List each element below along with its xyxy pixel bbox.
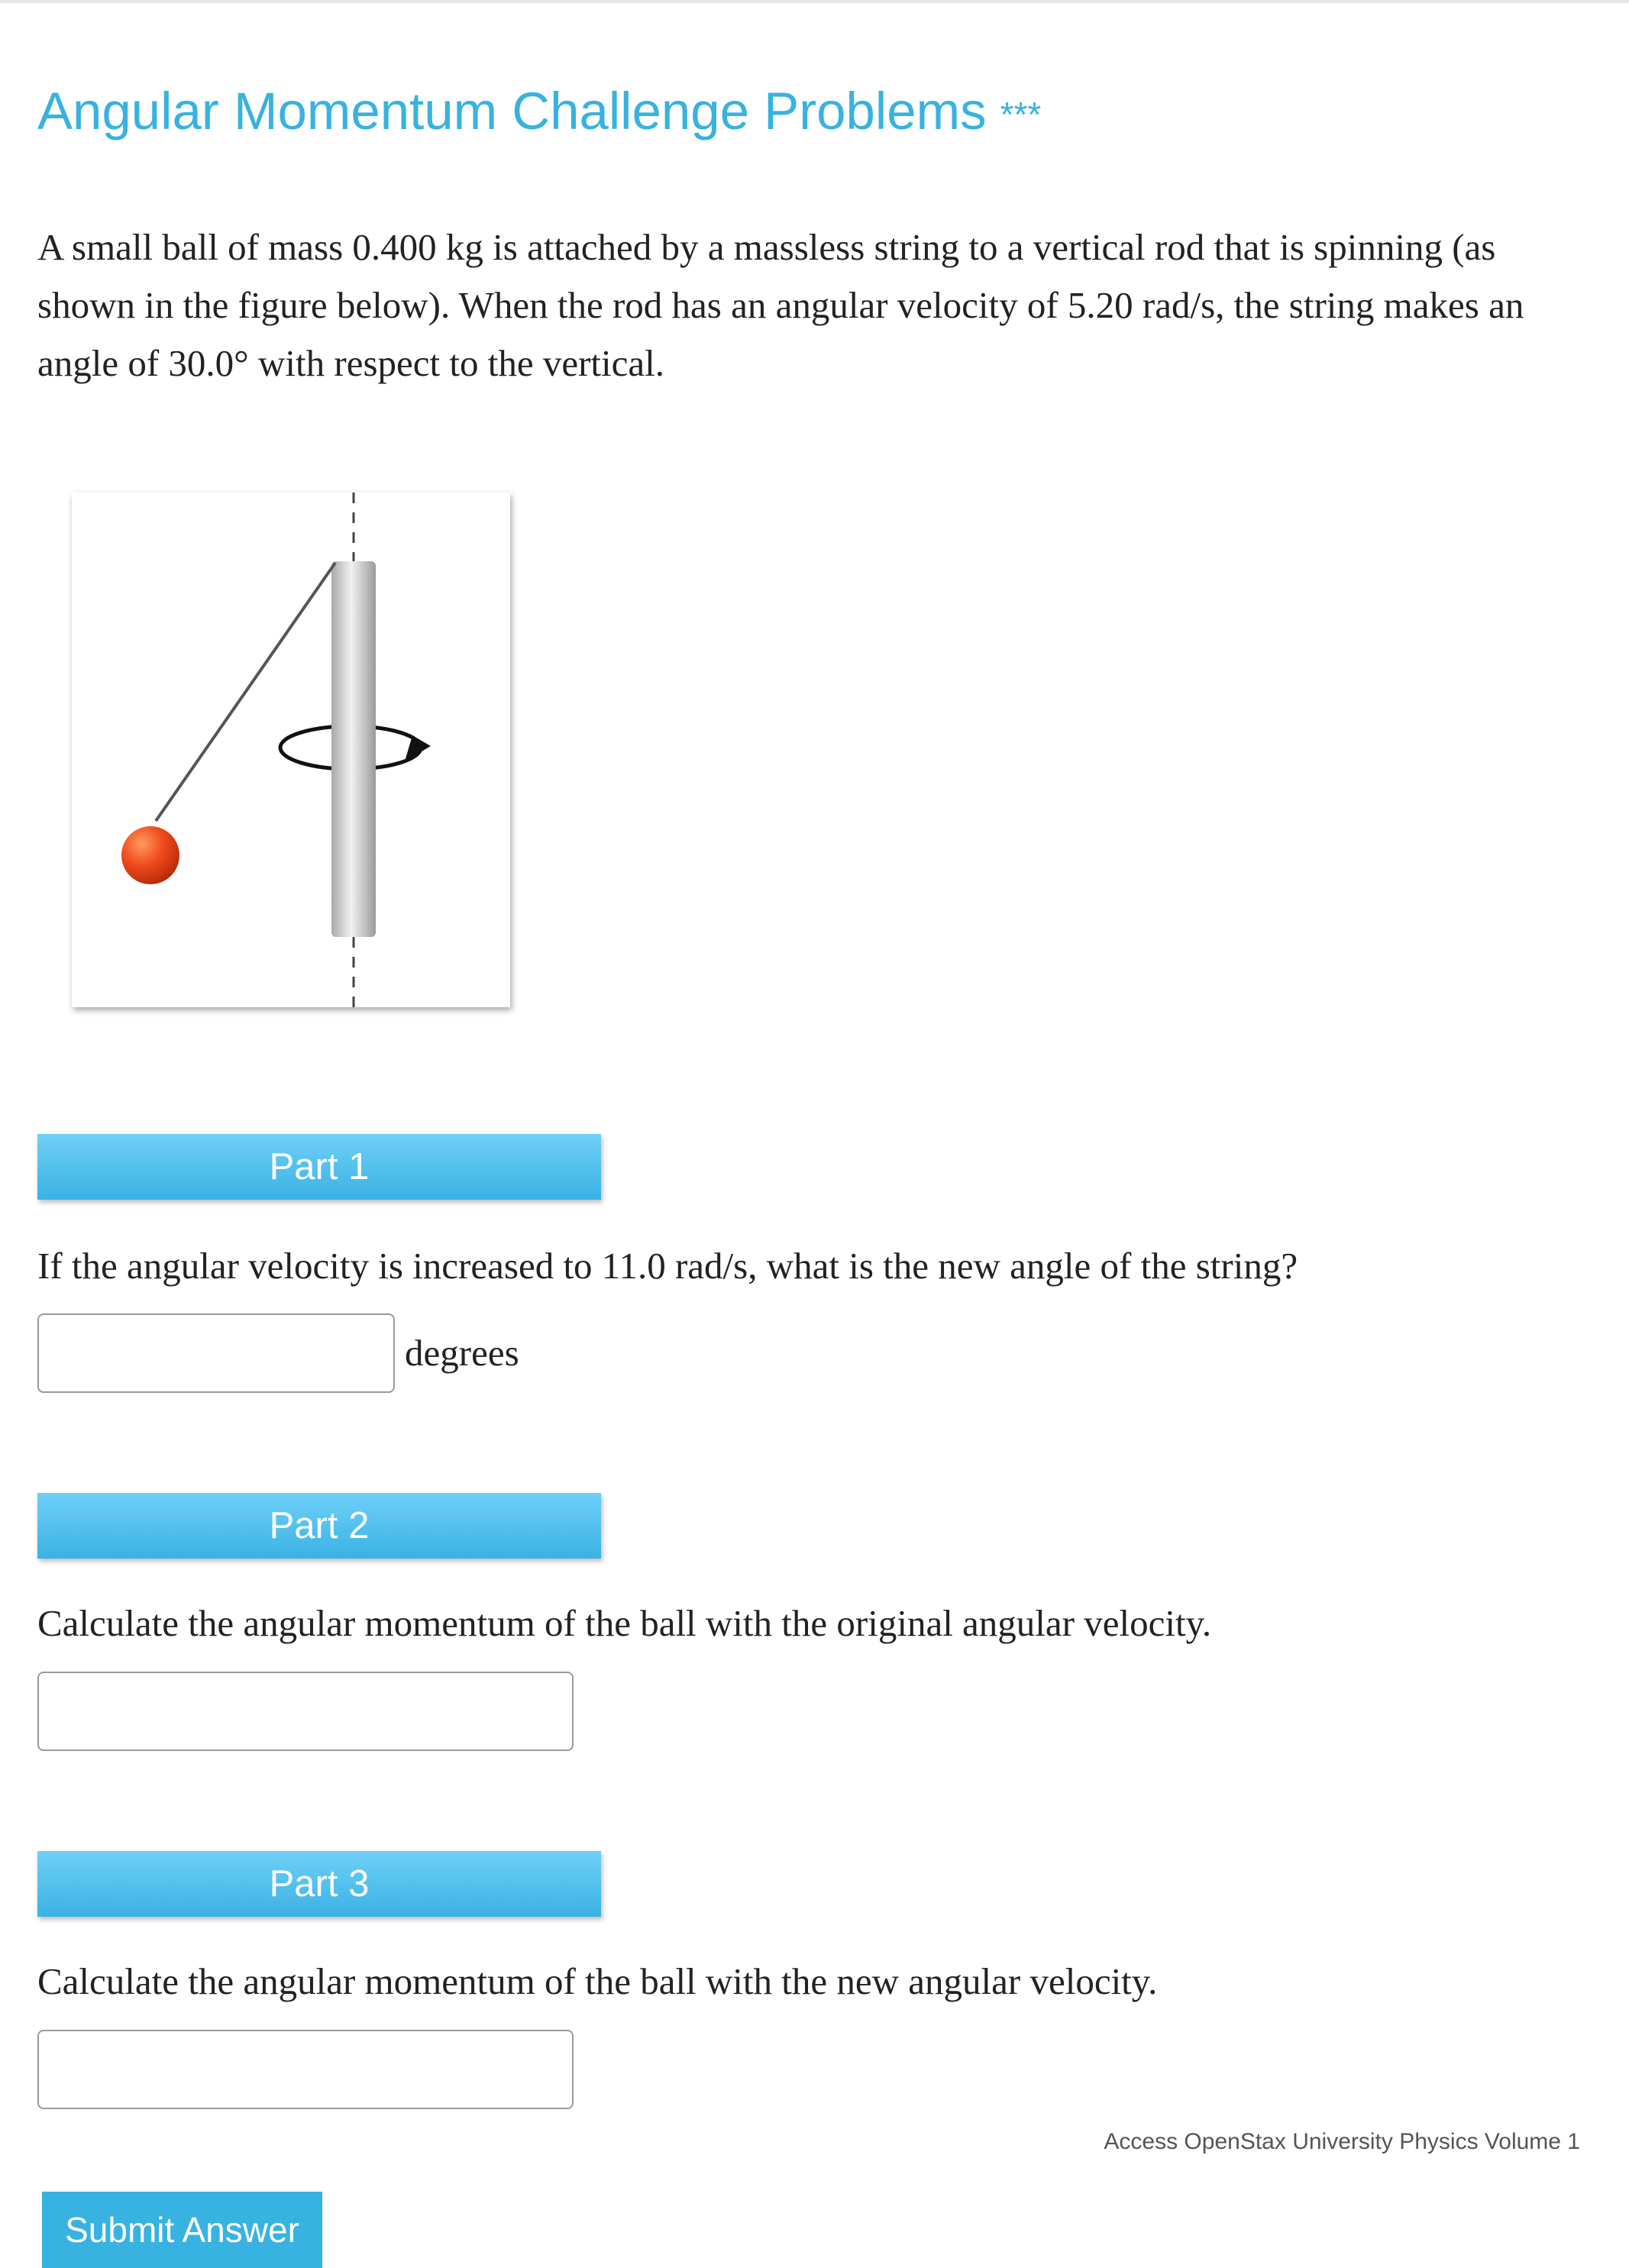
rod-front-cover [331, 722, 376, 775]
part-2-header[interactable]: Part 2 [37, 1493, 601, 1559]
ball [121, 826, 179, 884]
problem-figure [72, 493, 510, 1007]
part-3-answer-input[interactable] [37, 2030, 574, 2109]
part-1-question: If the angular velocity is increased to 11.0 rad/s, what is the new angle of the string? [37, 1245, 1298, 1287]
problem-statement: A small ball of mass 0.400 kg is attached by a massless string to a vertical rod that is spinning (as shown in the figure below). When the rod has an angular velocity of 5.20 rad/s, the string makes an angle of 30.0° with respect to the vertical. [37, 226, 1524, 384]
top-divider [0, 0, 1629, 3]
rod-ball-diagram [72, 493, 510, 1007]
submit-answer-button[interactable]: Submit Answer [42, 2192, 322, 2268]
rotation-arrowhead [405, 735, 431, 761]
page-title-text: Angular Momentum Challenge Problems [37, 82, 987, 141]
difficulty-stars: *** [1000, 95, 1042, 134]
part-1-unit-label: degrees [405, 1332, 519, 1374]
part-2-answer-input[interactable] [37, 1672, 574, 1751]
part-3-question: Calculate the angular momentum of the ball with the new angular velocity. [37, 1960, 1158, 2002]
part-1-header[interactable]: Part 1 [37, 1134, 601, 1200]
page-title [37, 76, 1041, 147]
part-3-header[interactable]: Part 3 [37, 1851, 601, 1917]
part-2-question: Calculate the angular momentum of the ball with the original angular velocity. [37, 1602, 1212, 1644]
part-1-answer-input[interactable] [37, 1313, 395, 1393]
string-line [156, 563, 335, 821]
attribution-link[interactable]: Access OpenStax University Physics Volume 1 [1104, 2129, 1580, 2154]
